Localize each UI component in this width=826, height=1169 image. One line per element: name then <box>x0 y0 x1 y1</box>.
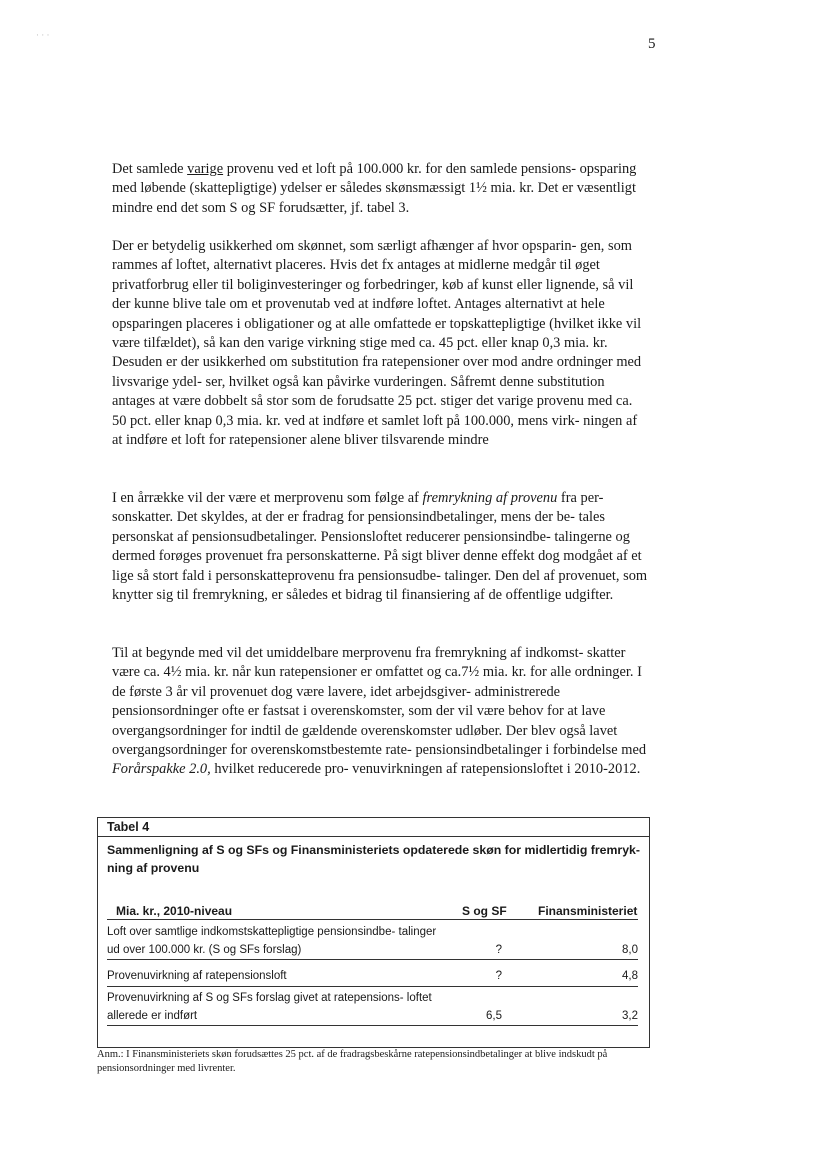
paragraph-1 <box>112 160 648 218</box>
table-row <box>107 990 638 1026</box>
underlined-word: varige <box>187 161 224 177</box>
italic-term: fremrykning af provenu <box>422 490 558 506</box>
paragraph-3-rest: fra per- sonskatter. Det skyldes, at der er fradrag for pensionsindbetalinger, mens der be- tales personskat af pensionsudbetalinger. Pensionsloftet reducerer pensionsindbe- talingerne og dermed forøges provenuet fra personskatterne. På sigt bliver denne effekt dog modgået af et lige så stort fald i personskatteprovenu fra pensionsudbe- talinger. Den del af provenuet, som knytter sig til fremrykning, er således et bidrag til finansiering af de offentlige udgifter. <box>112 490 648 604</box>
paragraph-4 <box>112 644 648 780</box>
table-label: Tabel 4 <box>107 820 150 834</box>
row-value-s-sf: 6,5 <box>486 1009 502 1022</box>
table-title: Sammenligning af S og SFs og Finansministeriets opdaterede skøn for midlertidig fremryk- ning af provenu <box>107 843 640 875</box>
table-note: Anm.: I Finansministeriets skøn forudsættes 25 pct. af de fradragsbeskårne ratepensionsindbetalinger at blive indskudt på pensionsordninger med livrenter. <box>97 1049 608 1074</box>
scan-speck: · · · <box>36 30 50 40</box>
row-value-fm: 3,2 <box>622 1009 638 1022</box>
table-row <box>107 968 638 987</box>
paragraph-4-start: Til at begynde med vil det umiddelbare merprovenu fra fremrykning af indkomst- skatter være ca. 4½ mia. kr. når kun ratepensioner er omfattet og ca.7½ mia. kr. for alle ordninger. I de første 3 år vil provenuet dog være lavere, idet arbejdsgiver- administrerede pensionsordninger ofte er fastsat i overenskomster, som der vil være behov for at lave overgangsordninger for indtil de gældende overenskomster udløber. Der blev også lavet overgangsordninger for overenskomstbestemte rate- pensionsindbetalinger i forbindelse med <box>112 645 647 759</box>
italic-term: Forårspakke 2.0, <box>112 761 211 778</box>
paragraph-1-start: Det samlede <box>112 161 188 177</box>
paragraph-2-text: Der er betydelig usikkerhed om skønnet, som særligt afhænger af hvor opsparin- gen, som rammes af loftet, alternativt placeres. Hvis det fx antages at midlerne medgår til øget privatforbrug eller til boliginvesteringer og forbedringer, køb af kunst eller lignende, så vil der kunne blive tale om et provenutab ved at indføre loftet. Antages alternativt at hele opsparingen placeres i obligationer og at alle omfattede er topskattepligtige (hvilket ikke vil være tilfældet), så kan den varige virkning stige med ca. 45 pct. eller knap 0,3 mia. kr. Desuden er der usikkerhed om substitution fra ratepensioner over mod andre ordninger med livsvarige ydel- ser, hvilket også kan påvirke vurderingen. Såfremt denne substitution antages at være dobbelt så stor som de forudsatte 25 pct. stiger det varige provenu med ca. 50 pct. eller knap 0,3 mia. kr. ved at indføre et samlet loft på 100.000, mens virk- ningen af at indføre et loft for ratepensioner alene bliver tilsvarende mindre <box>112 238 642 449</box>
row-label: Provenuvirkning af S og SFs forslag givet at ratepensions- loftet allerede er indført <box>107 992 432 1022</box>
table-4 <box>97 817 650 1048</box>
table-divider <box>98 836 649 837</box>
row-value-s-sf: ? <box>495 970 502 982</box>
table-row <box>107 924 638 960</box>
paragraph-2 <box>112 237 648 450</box>
column-header-s-sf: S og SF <box>462 904 507 918</box>
page-number: 5 <box>648 36 656 52</box>
paragraph-4-rest: hvilket reducerede pro- venuvirkningen af ratepensionsloftet i 2010-2012. <box>210 761 641 778</box>
paragraph-3-start: I en årrække vil der være et merprovenu som følge af <box>112 490 423 506</box>
row-value-s-sf: ? <box>495 943 502 956</box>
column-header-unit: Mia. kr., 2010-niveau <box>116 904 233 918</box>
paragraph-1-rest: provenu ved et loft på 100.000 kr. for den samlede pensions- opsparing med løbende (skattepligtige) ydelser er således skønsmæssigt 1½ mia. kr. Det er væsentligt mindre end det som S og SF forudsætter, jf. tabel 3. <box>112 161 637 216</box>
row-label: Provenuvirkning af ratepensionsloft <box>107 970 287 982</box>
row-label: Loft over samtlige indkomstskattepligtige pensionsindbe- talinger ud over 100.000 kr. (S og SFs forslag) <box>107 926 437 956</box>
column-header-finansministeriet: Finansministeriet <box>538 904 638 918</box>
row-value-fm: 4,8 <box>622 970 638 982</box>
header-rule <box>107 919 638 920</box>
paragraph-3 <box>112 489 648 605</box>
row-value-fm: 8,0 <box>622 943 638 956</box>
